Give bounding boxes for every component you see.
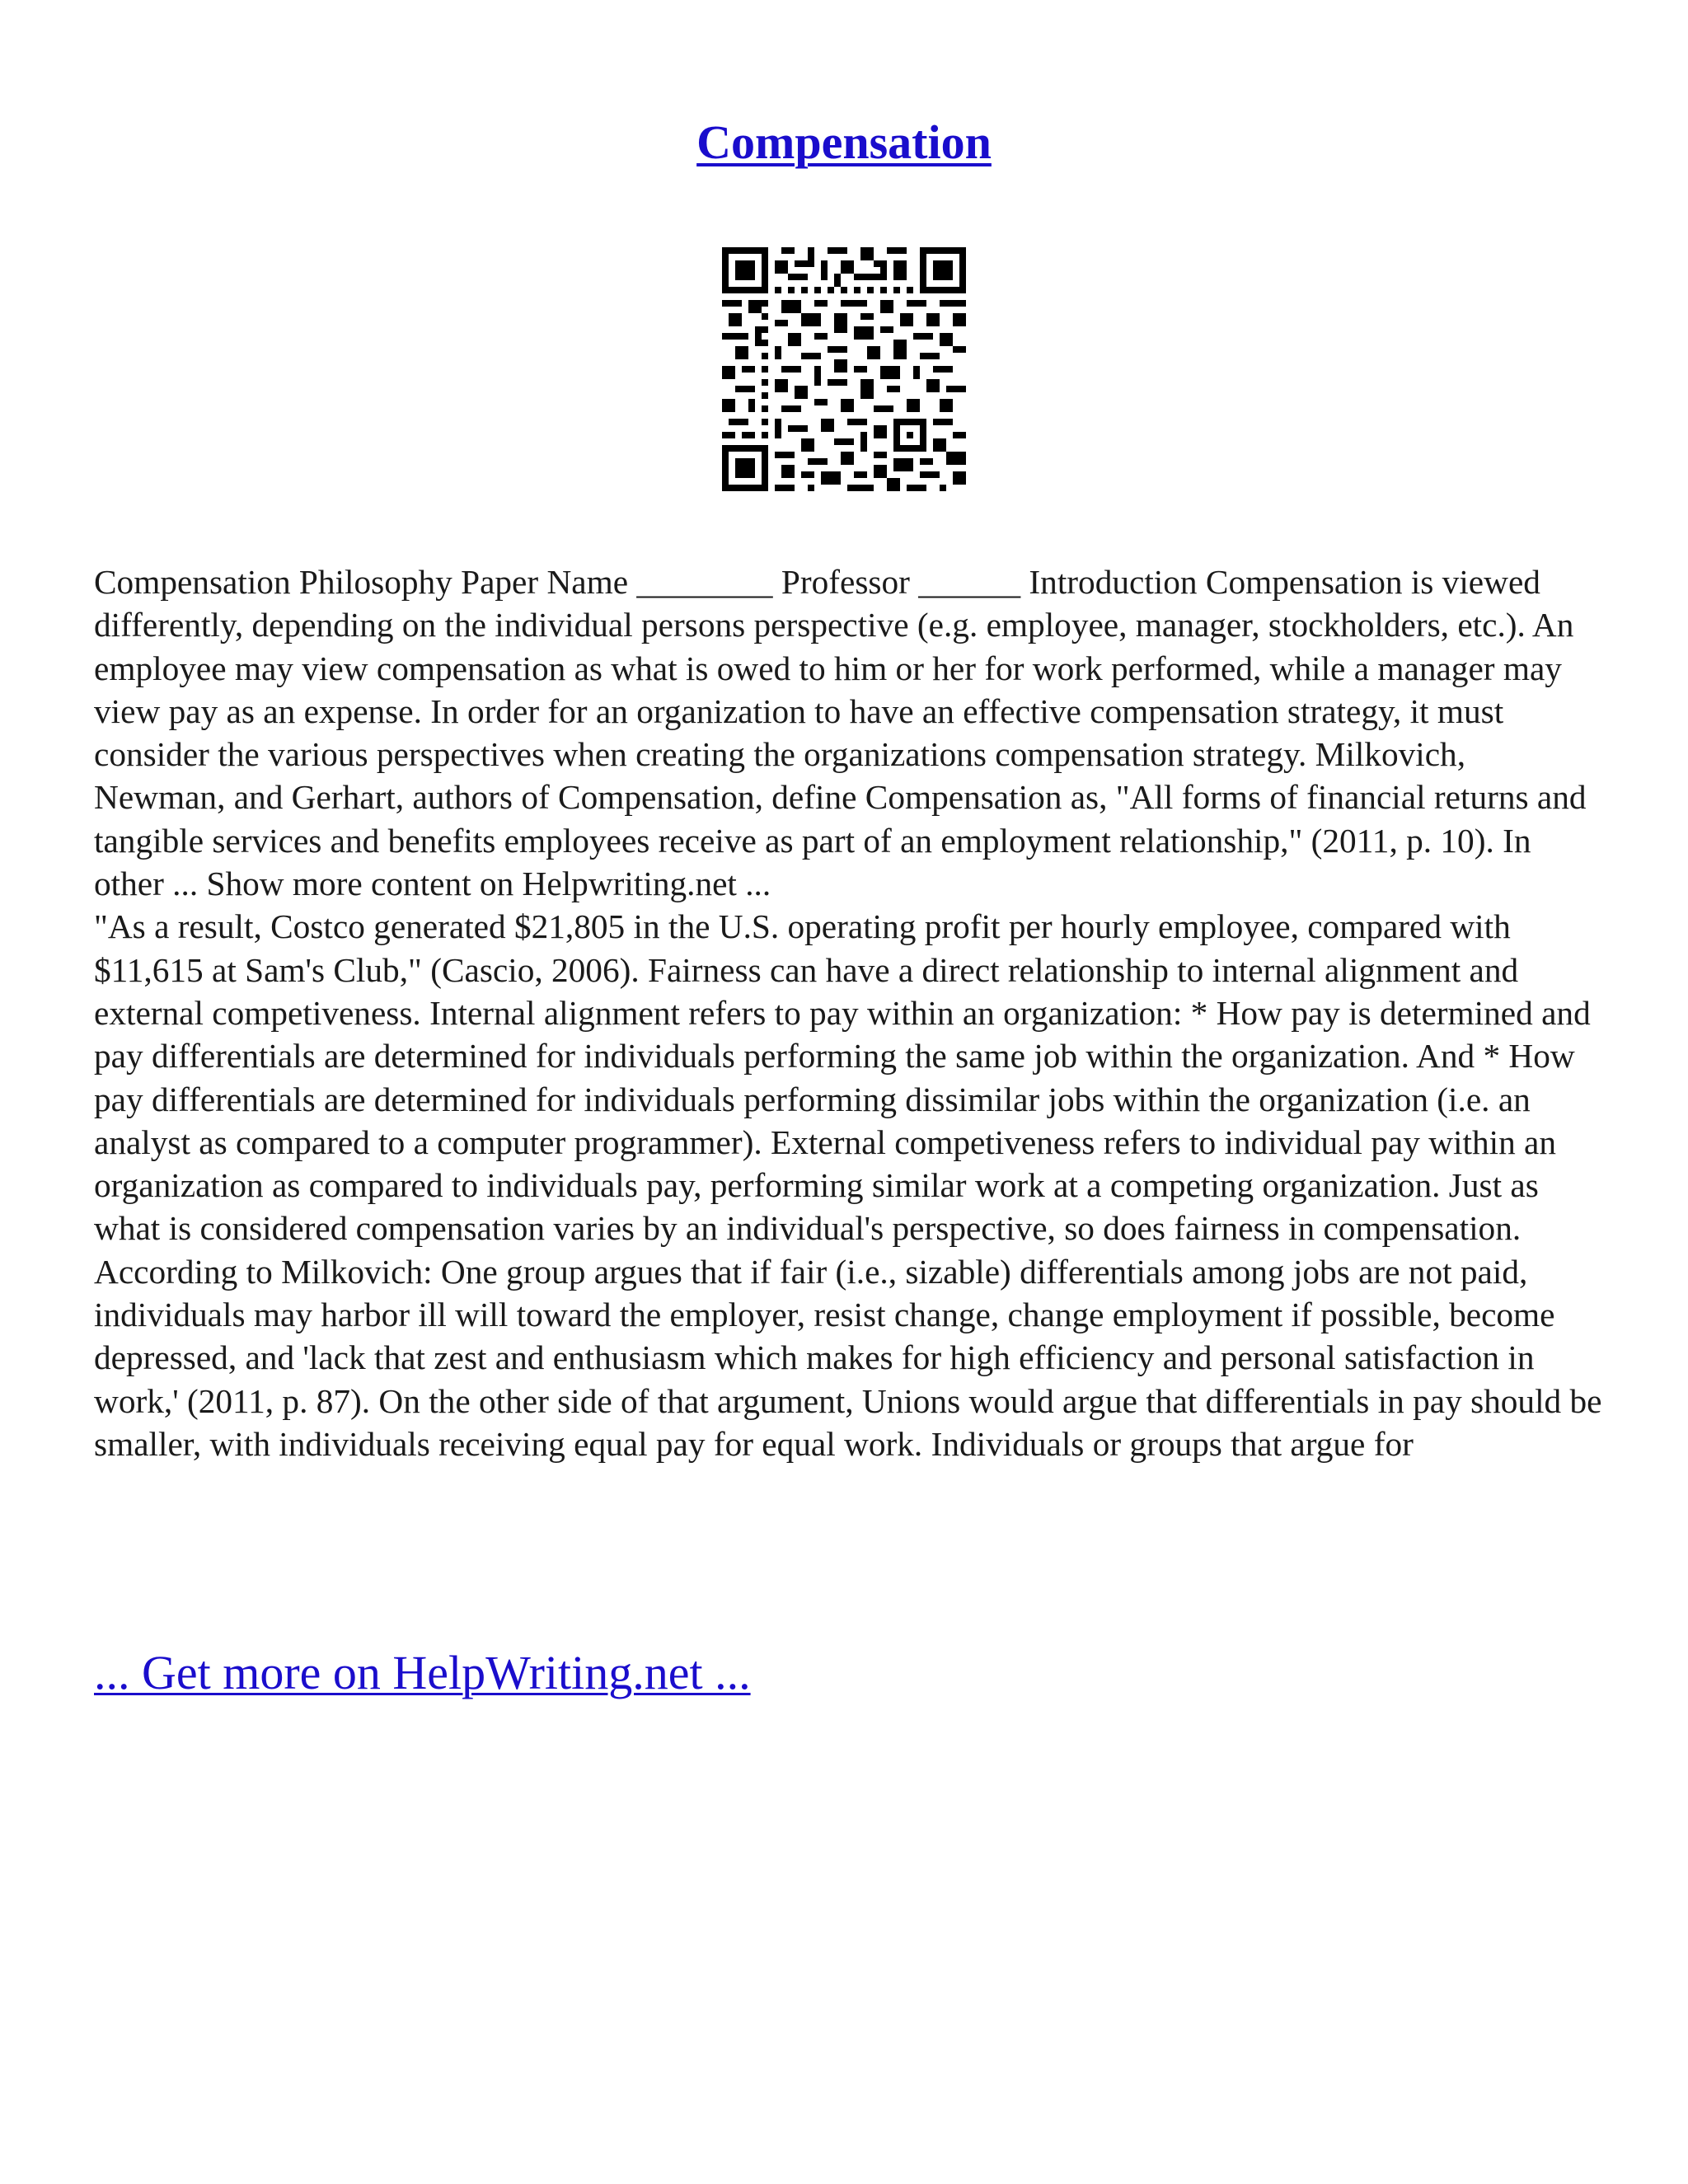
paragraph-2: "As a result, Costco generated $21,805 in the U.S. operating profit per hourly employee, compared with $11,615 at Sam's Club," (Cascio, 2006). Fairness can have a direct relationship to internal alignment and external competiveness. Internal alignment refers to pay within an organization: * How pay is determined and pay differentials are determined for individuals performing the same job within the organization. And * How pay differentials are determined for individuals performing dissimilar jobs within the organization (i.e. an analyst as compared to a computer programmer). External competiveness refers to individual pay within an organization as compared to individuals pay, performing similar work at a competing organization. Just as what is considered compensation varies by an individual's perspective, so does fairness in compensation. According to Milkovich: One group argues that if fair (i.e., sizable) differentials among jobs are not paid, individuals may harbor ill will toward the employer, resist change, change employment if possible, become depressed, and 'lack that zest and enthusiasm which makes for high efficiency and personal satisfaction in work,' (2011, p. 87). On the other side of that argument, Unions would argue that differentials in pay should be smaller, with individuals receiving equal pay for equal work. Individuals or groups that argue for xyxy=(94,907,1602,1463)
more-link-container xyxy=(94,1644,751,1702)
title-link[interactable]: Compensation xyxy=(696,115,992,169)
get-more-link[interactable]: ... Get more on HelpWriting.net ... xyxy=(94,1646,751,1699)
document-body xyxy=(94,560,1602,1465)
qr-code xyxy=(722,247,966,491)
paragraph-1: Compensation Philosophy Paper Name ________ Professor ______ Introduction Compensation is viewed differently, depending on the individual persons perspective (e.g. employee, manager, stockholders, etc.). An employee may view compensation as what is owed to him or her for work performed, while a manager may view pay as an expense. In order for an organization to have an effective compensation strategy, it must consider the various perspectives when creating the organizations compensation strategy. Milkovich, Newman, and Gerhart, authors of Compensation, define Compensation as, "All forms of financial returns and tangible services and benefits employees receive as part of an employment relationship," (2011, p. 10). In other ... Show more content on Helpwriting.net ... xyxy=(94,563,1587,903)
page-title xyxy=(0,114,1688,171)
